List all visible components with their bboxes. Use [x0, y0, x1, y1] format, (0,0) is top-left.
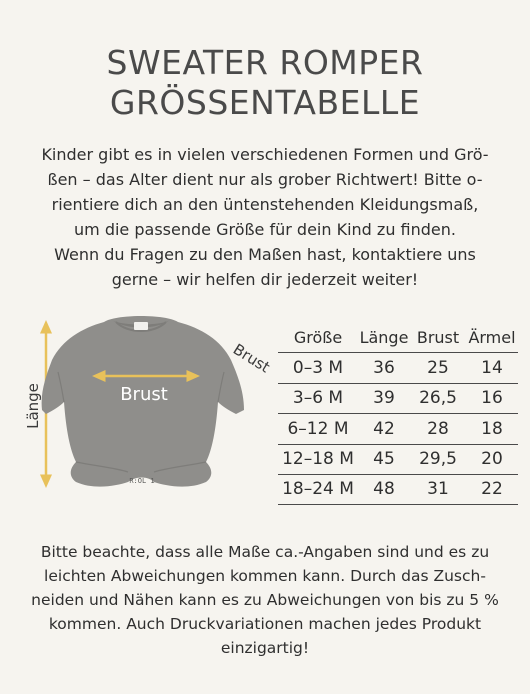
intro-line: rientiere dich an den üntenstehenden Kleidungsmaß,	[51, 195, 479, 214]
header-chest: Brust	[416, 327, 460, 347]
intro-line: Kinder gibt es in vielen verschiedenen Formen und Grö-	[41, 145, 489, 164]
intro-text	[22, 142, 508, 292]
cell-sleeve: 22	[481, 479, 503, 500]
disclaimer-line: einzigartig!	[220, 639, 310, 657]
header-length: Länge	[359, 327, 409, 347]
cell-length: 45	[373, 449, 395, 470]
intro-line: Wenn du Fragen zu den Maßen hast, kontaktiere uns	[54, 245, 476, 264]
title-line-2: GRÖSSENTABELLE	[109, 83, 421, 122]
disclaimer-text	[22, 540, 508, 660]
disclaimer-line: kommen. Auch Druckvariationen machen jedes Produkt	[48, 615, 482, 633]
cell-length: 42	[373, 418, 395, 439]
table-row	[278, 474, 518, 505]
size-tag: R:OL 1	[129, 477, 155, 485]
cell-chest: 29,5	[419, 449, 457, 470]
cell-chest: 31	[427, 479, 449, 500]
cell-length: 39	[373, 388, 395, 409]
romper-measurement-figure	[16, 310, 274, 510]
cell-length: 36	[373, 357, 395, 378]
size-table	[278, 322, 518, 505]
table-row	[278, 444, 518, 475]
cell-size: 0–3 M	[292, 357, 344, 378]
cell-chest: 28	[427, 418, 449, 439]
cell-size: 3–6 M	[292, 388, 344, 409]
romper-illustration	[16, 310, 274, 510]
disclaimer-line: leichten Abweichungen kommen kann. Durch das Zusch-	[44, 567, 486, 585]
cell-size: 18–24 M	[282, 479, 354, 500]
size-table-header	[278, 322, 518, 352]
cell-size: 12–18 M	[282, 449, 354, 470]
cell-sleeve: 18	[481, 418, 503, 439]
disclaimer-line: Bitte beachte, dass alle Maße ca.-Angaben sind und es zu	[40, 543, 490, 561]
header-size: Größe	[293, 327, 343, 347]
cell-sleeve: 16	[481, 388, 503, 409]
header-sleeve: Ärmel	[468, 327, 516, 347]
table-row	[278, 352, 518, 383]
chest-label-diagonal: Brust	[229, 340, 274, 377]
table-row	[278, 413, 518, 444]
neck-label	[134, 322, 148, 330]
chest-label-body: Brust	[120, 384, 168, 405]
cell-length: 48	[373, 479, 395, 500]
cell-sleeve: 20	[481, 449, 503, 470]
cell-chest: 26,5	[419, 388, 457, 409]
length-label: Länge	[24, 383, 42, 429]
intro-line: um die passende Größe für dein Kind zu finden.	[74, 220, 456, 239]
table-row	[278, 383, 518, 414]
intro-line: ßen – das Alter dient nur als grober Richtwert! Bitte o-	[47, 170, 483, 189]
cell-sleeve: 14	[481, 357, 503, 378]
title-line-1: SWEATER ROMPER	[106, 43, 424, 82]
cell-size: 6–12 M	[287, 418, 349, 439]
intro-line: gerne – wir helfen dir jederzeit weiter!	[111, 270, 419, 289]
disclaimer-line: neiden und Nähen kann es zu Abweichungen von bis zu 5 %	[31, 591, 499, 609]
cell-chest: 25	[427, 357, 449, 378]
